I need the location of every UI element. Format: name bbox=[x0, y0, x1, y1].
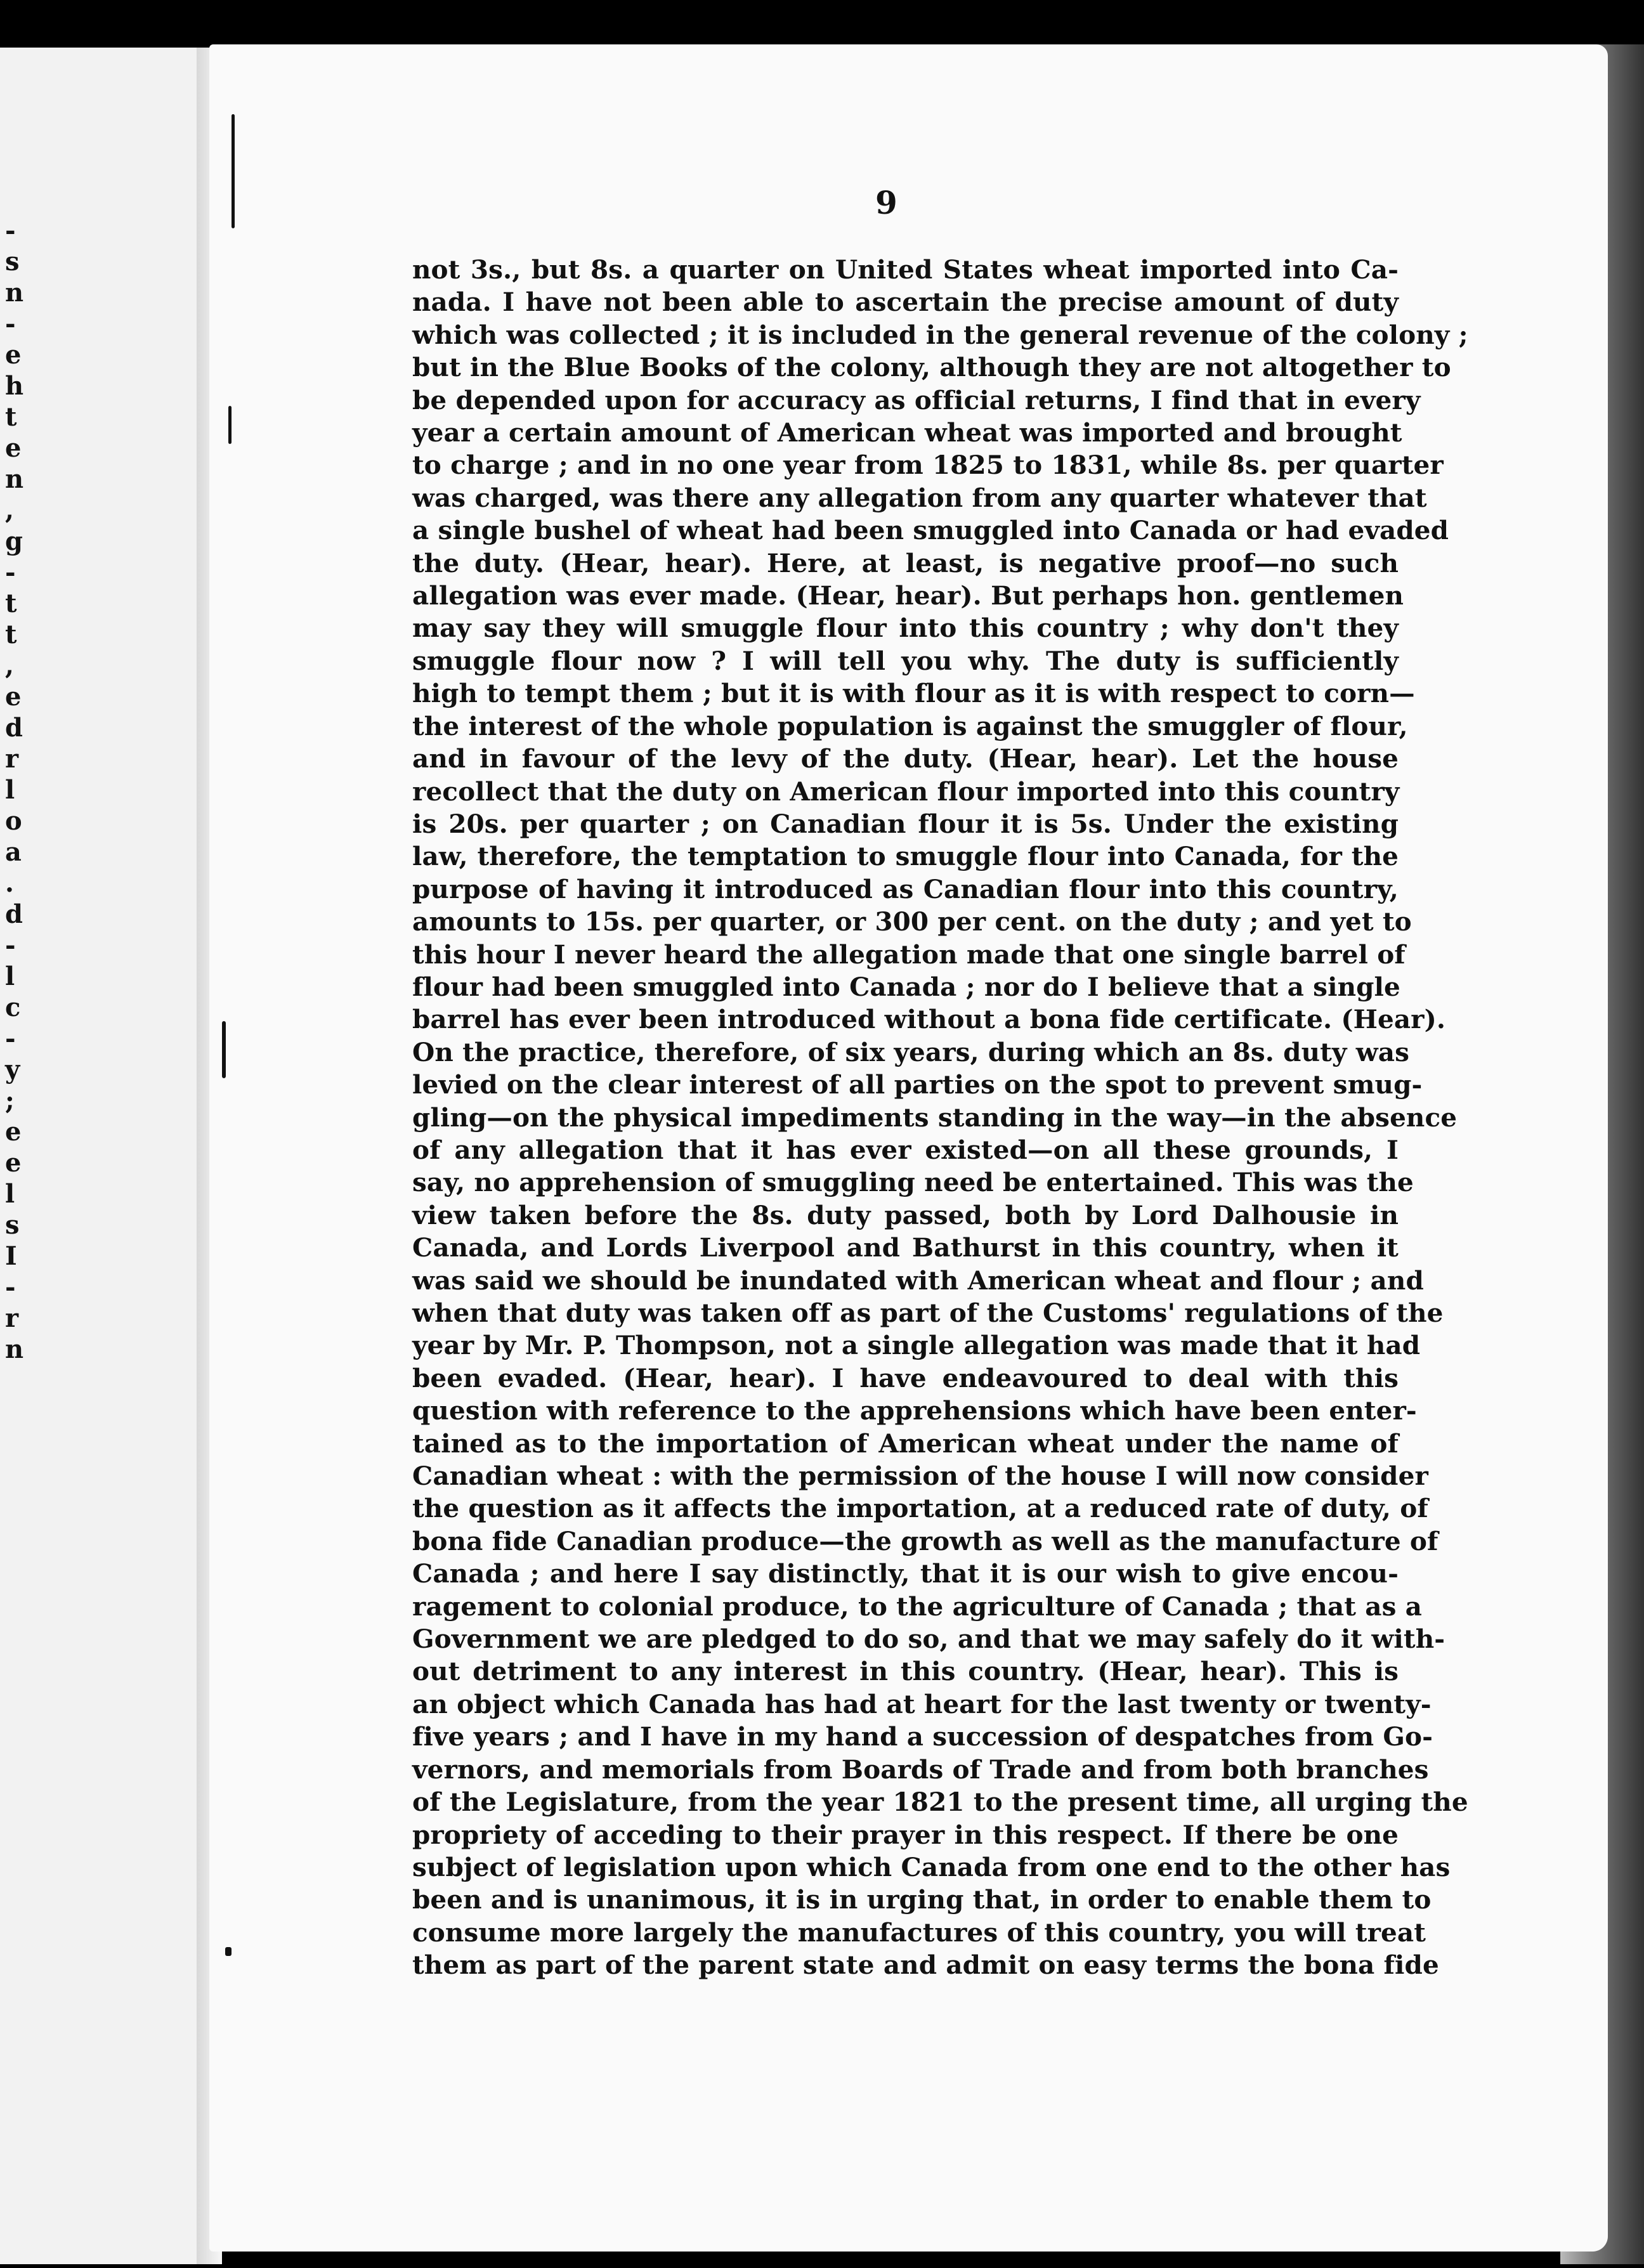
text-line: was charged, was there any allegation from any quarter whatever that bbox=[412, 482, 1427, 513]
text-line: Canadian wheat : with the permission of the house I will now consider bbox=[412, 1461, 1428, 1492]
text-line: was said we should be inundated with American wheat and flour ; and bbox=[412, 1265, 1424, 1296]
text-line: the interest of the whole population is against the smuggler of flour, bbox=[412, 710, 1408, 741]
text-line: year by Mr. P. Thompson, not a single allegation was made that it had bbox=[412, 1330, 1421, 1361]
margin-fragment: - bbox=[5, 1024, 16, 1053]
margin-fragment: r bbox=[5, 744, 19, 774]
margin-fragment: ; bbox=[5, 1086, 15, 1116]
text-line: propriety of acceding to their prayer in this respect. If there be one bbox=[412, 1819, 1399, 1850]
margin-fragment: t bbox=[5, 402, 17, 432]
margin-fragment: , bbox=[5, 651, 14, 681]
text-line: to charge ; and in no one year from 1825 to 1831, while 8s. per quarter bbox=[412, 450, 1444, 481]
text-line: been evaded. (Hear, hear). I have endeavoured to deal with this bbox=[412, 1362, 1399, 1393]
text-line: levied on the clear interest of all parties on the spot to prevent smug- bbox=[412, 1069, 1423, 1100]
margin-fragment: - bbox=[5, 1272, 16, 1302]
text-line: and in favour of the levy of the duty. (Hear, hear). Let the house bbox=[412, 743, 1399, 774]
margin-fragment: e bbox=[5, 433, 22, 463]
text-line: gling—on the physical impediments standing in the way—in the absence bbox=[412, 1102, 1458, 1133]
text-line: not 3s., but 8s. a quarter on United States wheat imported into Ca- bbox=[412, 254, 1399, 285]
margin-fragment: l bbox=[5, 1179, 15, 1209]
margin-fragment: . bbox=[5, 868, 14, 898]
margin-fragment: c bbox=[5, 993, 21, 1022]
text-line: be depended upon for accuracy as official returns, I find that in every bbox=[412, 384, 1421, 415]
text-line: Government we are pledged to do so, and that we may safely do it with- bbox=[412, 1624, 1445, 1655]
text-line: five years ; and I have in my hand a succession of despatches from Go- bbox=[412, 1721, 1433, 1752]
text-line: allegation was ever made. (Hear, hear). But perhaps hon. gentlemen bbox=[412, 580, 1404, 611]
margin-fragment: l bbox=[5, 775, 15, 805]
binding-mark bbox=[228, 406, 232, 444]
body-text bbox=[412, 254, 1468, 1982]
text-line: of any allegation that it has ever existed—on all these grounds, I bbox=[412, 1134, 1399, 1165]
margin-fragment: I bbox=[5, 1241, 17, 1271]
margin-fragment: s bbox=[5, 247, 20, 277]
margin-fragment: e bbox=[5, 1117, 22, 1147]
text-line: them as part of the parent state and admit on easy terms the bona fide bbox=[412, 1950, 1439, 1981]
margin-fragment: - bbox=[5, 557, 16, 587]
text-line: which was collected ; it is included in the general revenue of the colony ; bbox=[412, 319, 1468, 350]
binding-mark bbox=[232, 114, 235, 228]
margin-fragment: n bbox=[5, 278, 24, 308]
text-line: may say they will smuggle flour into this country ; why don't they bbox=[412, 613, 1399, 644]
margin-fragment: e bbox=[5, 682, 22, 712]
text-line: Canada, and Lords Liverpool and Bathurst in this country, when it bbox=[412, 1232, 1399, 1263]
text-line: been and is unanimous, it is in urging that, in order to enable them to bbox=[412, 1884, 1432, 1915]
margin-fragment: o bbox=[5, 806, 22, 836]
text-line: when that duty was taken off as part of the Customs' regulations of the bbox=[412, 1298, 1444, 1328]
text-line: is 20s. per quarter ; on Canadian flour it is 5s. Under the existing bbox=[412, 808, 1399, 839]
text-line: view taken before the 8s. duty passed, both by Lord Dalhousie in bbox=[412, 1199, 1399, 1230]
text-line: the duty. (Hear, hear). Here, at least, is negative proof—no such bbox=[412, 547, 1399, 578]
text-line: say, no apprehension of smuggling need be entertained. This was the bbox=[412, 1167, 1414, 1198]
text-line: law, therefore, the temptation to smuggle flour into Canada, for the bbox=[412, 841, 1399, 872]
binding-mark bbox=[225, 1947, 232, 1956]
margin-fragment: l bbox=[5, 961, 15, 991]
margin-fragment: h bbox=[5, 371, 24, 401]
text-line: nada. I have not been able to ascertain the precise amount of duty bbox=[412, 287, 1399, 318]
previous-page-fragment bbox=[0, 48, 209, 2264]
text-line: the question as it affects the importation, at a reduced rate of duty, of bbox=[412, 1493, 1428, 1524]
margin-fragment: y bbox=[5, 1055, 20, 1085]
margin-fragment: t bbox=[5, 589, 17, 618]
margin-fragment: r bbox=[5, 1303, 19, 1333]
text-line: barrel has ever been introduced without a bona fide certificate. (Hear). bbox=[412, 1004, 1446, 1035]
margin-fragment: e bbox=[5, 1148, 22, 1178]
text-line: tained as to the importation of American wheat under the name of bbox=[412, 1428, 1399, 1459]
text-line: out detriment to any interest in this country. (Hear, hear). This is bbox=[412, 1656, 1399, 1687]
text-line: amounts to 15s. per quarter, or 300 per cent. on the duty ; and yet to bbox=[412, 906, 1412, 937]
margin-fragment: a bbox=[5, 837, 22, 867]
text-line: flour had been smuggled into Canada ; nor do I believe that a single bbox=[412, 971, 1400, 1002]
text-line: of the Legislature, from the year 1821 to the present time, all urging the bbox=[412, 1787, 1468, 1818]
margin-fragment: g bbox=[5, 526, 23, 556]
margin-fragment: , bbox=[5, 495, 14, 525]
text-line: question with reference to the apprehensions which have been enter- bbox=[412, 1395, 1417, 1426]
margin-fragment: t bbox=[5, 620, 17, 649]
margin-fragment: d bbox=[5, 713, 23, 743]
page-number: 9 bbox=[875, 184, 897, 221]
text-line: an object which Canada has had at heart for the last twenty or twenty- bbox=[412, 1688, 1432, 1719]
text-line: vernors, and memorials from Boards of Trade and from both branches bbox=[412, 1754, 1429, 1785]
text-line: bona fide Canadian produce—the growth as well as the manufacture of bbox=[412, 1525, 1438, 1556]
text-line: purpose of having it introduced as Canadian flour into this country, bbox=[412, 873, 1399, 904]
text-line: a single bushel of wheat had been smuggled into Canada or had evaded bbox=[412, 515, 1449, 546]
text-line: this hour I never heard the allegation made that one single barrel of bbox=[412, 939, 1406, 970]
text-line: consume more largely the manufactures of this country, you will treat bbox=[412, 1917, 1426, 1948]
margin-fragment: n bbox=[5, 1334, 24, 1364]
margin-fragment: e bbox=[5, 340, 22, 370]
margin-fragment: - bbox=[5, 216, 16, 245]
text-line: recollect that the duty on American flour imported into this country bbox=[412, 776, 1400, 807]
text-line: but in the Blue Books of the colony, although they are not altogether to bbox=[412, 352, 1451, 383]
margin-fragment: - bbox=[5, 930, 16, 960]
margin-fragment: d bbox=[5, 899, 23, 929]
text-line: smuggle flour now ? I will tell you why. The duty is sufficiently bbox=[412, 645, 1399, 676]
text-line: year a certain amount of American wheat was imported and brought bbox=[412, 417, 1402, 448]
margin-fragment: s bbox=[5, 1210, 20, 1240]
margin-fragment: n bbox=[5, 464, 24, 494]
text-line: subject of legislation upon which Canada from one end to the other has bbox=[412, 1851, 1451, 1882]
binding-mark bbox=[222, 1021, 226, 1078]
text-line: Canada ; and here I say distinctly, that it is our wish to give encou- bbox=[412, 1558, 1399, 1589]
text-line: ragement to colonial produce, to the agriculture of Canada ; that as a bbox=[412, 1591, 1423, 1622]
text-line: high to tempt them ; but it is with flour as it is with respect to corn— bbox=[412, 678, 1415, 709]
text-line: On the practice, therefore, of six years, during which an 8s. duty was bbox=[412, 1036, 1409, 1067]
margin-fragment: - bbox=[5, 309, 16, 339]
